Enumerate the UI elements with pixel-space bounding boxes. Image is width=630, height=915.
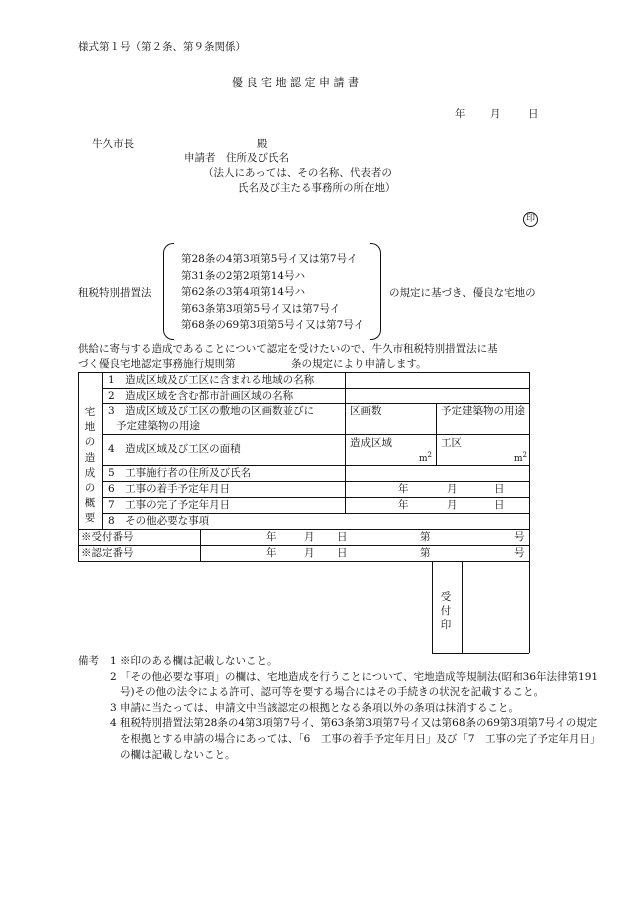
provision-item: 第63条第3項第5号イ又は第7号イ <box>181 302 341 315</box>
notes-label: 備考 <box>78 655 99 667</box>
row-6-day: 日 <box>494 483 505 495</box>
row-1-label: 1 造成区域及び工区に含まれる地域の名称 <box>108 374 315 386</box>
row-4-label: 4 造成区域及び工区の面積 <box>108 443 241 455</box>
basis-continuation-2b: 条の規定により申請します。 <box>291 358 427 370</box>
side-label-vertical: 宅 地 の 造 成 の 概 要 <box>84 406 96 525</box>
addressee-name: 牛久市長 <box>92 138 134 150</box>
receipt-month: 月 <box>304 531 315 543</box>
basis-law: 租税特別措置法 <box>78 287 152 299</box>
form-title: 優 良 宅 地 認 定 申 請 書 <box>232 76 359 89</box>
applicant-label: 申請者 住所及び氏名 <box>184 152 289 164</box>
basis-continuation-2a: づく優良宅地認定事務施行規則第 <box>78 358 236 370</box>
provision-item: 第28条の4第3項第5号イ又は第7号イ <box>181 253 358 265</box>
left-brace <box>163 243 174 340</box>
row-3-use-label: 予定建築物の用途 <box>441 405 525 417</box>
receipt-day: 日 <box>337 531 348 543</box>
note-number: 4 <box>110 717 117 730</box>
provision-item: 第62条の3第4項第14号ハ <box>181 286 306 298</box>
basis-continuation-1: 供給に寄与する造成であることについて認定を受けたいので、牛久市租税特別措置法に基 <box>78 343 498 355</box>
note-text: 租税特別措置法第28条の4第3項第7号イ、第63条第3項第7号イ又は第68条の69第3項第7号イの規定を根拠とする申請の場合にあっては、「6 工事の着手予定年月日」及び「7 工事の完了予定年月日」の欄は記載しないこと。 <box>120 717 601 761</box>
note-text: ※印のある欄は記載しないこと。 <box>120 655 278 667</box>
row-4-area-label: 造成区域 <box>350 437 392 449</box>
addressee-honorific: 殿 <box>257 138 268 150</box>
date-month-label: 月 <box>490 108 501 120</box>
receipt-stamp-label: 受 付 印 <box>440 591 452 631</box>
cert-number-label: ※認定番号 <box>81 547 134 559</box>
row-2-label: 2 造成区域を含む都市計画区域の名称 <box>108 390 294 402</box>
row-5-label: 5 工事施行者の住所及び氏名 <box>108 467 252 479</box>
row-3-label-line2: 予定建築物の用途 <box>116 420 200 432</box>
seal-mark: 印 <box>523 212 538 227</box>
row-7-month: 月 <box>447 499 458 511</box>
row-7-year: 年 <box>398 499 409 511</box>
applicant-note-1: （法人にあっては、その名称、代表者の <box>203 167 392 179</box>
row-8-label: 8 その他必要な事項 <box>108 515 210 527</box>
date-year-label: 年 <box>455 108 466 120</box>
area-unit: $m^2$ <box>419 451 433 464</box>
row-7-label: 7 工事の完了予定年月日 <box>108 499 231 511</box>
row-6-month: 月 <box>447 483 458 495</box>
basis-after-text: の規定に基づき、優良な宅地の <box>389 287 536 299</box>
provision-item: 第31条の2第2項第14号ハ <box>181 269 306 282</box>
note-text: 申請に当たっては、申請文中当該認定の根拠となる条項以外の条項は抹消すること。 <box>120 701 519 714</box>
cert-dai: 第 <box>420 547 431 559</box>
row-7-day: 日 <box>494 499 505 511</box>
note-number: 1 <box>110 655 117 667</box>
note-number: 2 <box>110 670 117 683</box>
cert-go: 号 <box>514 547 525 559</box>
row-3-lots-label: 区画数 <box>350 405 382 417</box>
right-brace <box>370 243 381 340</box>
row-4-section-label: 工区 <box>441 437 462 449</box>
note-item <box>78 701 607 717</box>
receipt-go: 号 <box>514 531 525 543</box>
notes-section <box>78 654 607 763</box>
note-item <box>78 716 607 763</box>
receipt-number-label: ※受付番号 <box>81 531 134 543</box>
provision-list <box>181 251 364 334</box>
row-3-label-line1: 3 造成区域及び工区の敷地の区画数並びに <box>108 405 315 417</box>
cert-month: 月 <box>304 547 315 559</box>
note-item <box>78 670 607 701</box>
section-unit: $m^2$ <box>514 451 528 464</box>
cert-day: 日 <box>337 547 348 559</box>
date-day-label: 日 <box>528 108 539 120</box>
note-text: 「その他必要な事項」の欄は、宅地造成を行うことについて、宅地造成等規制法(昭和36年法律第191号)その他の法令による許可、認可等を要する場合にはその手続きの状況を記載すること。 <box>120 670 599 699</box>
row-6-label: 6 工事の着手予定年月日 <box>108 483 231 495</box>
note-number: 3 <box>110 701 117 714</box>
provision-item: 第68条の69第3項第5号イ又は第7号イ <box>181 319 365 331</box>
form-number: 様式第１号（第２条、第９条関係） <box>78 41 246 53</box>
receipt-year: 年 <box>266 531 277 543</box>
row-6-year: 年 <box>398 483 409 495</box>
applicant-note-2: 氏名及び主たる事務所の所在地） <box>238 182 396 194</box>
note-item <box>78 654 607 670</box>
cert-year: 年 <box>266 547 277 559</box>
receipt-dai: 第 <box>420 531 431 543</box>
